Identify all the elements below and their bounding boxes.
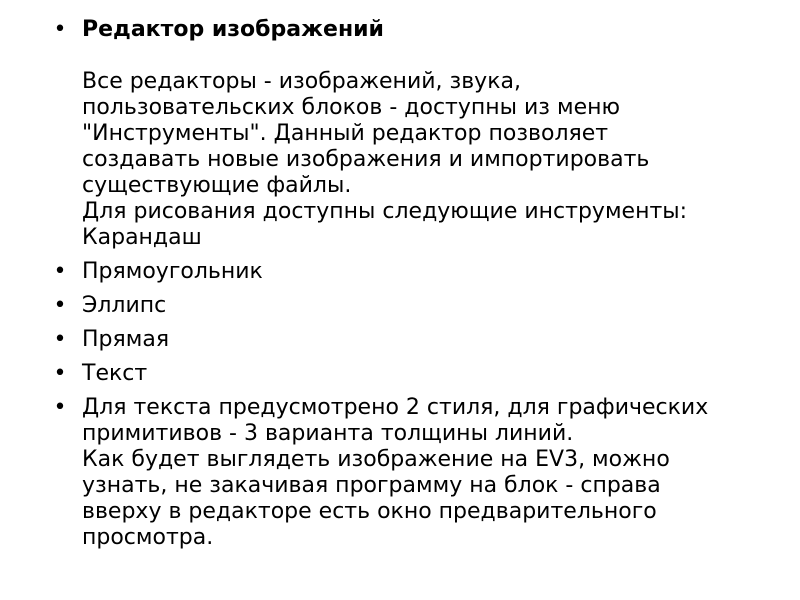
paragraph-line: примитивов - 3 варианта толщины линий. bbox=[82, 421, 574, 446]
paragraph-line: создавать новые изображения и импортировать bbox=[82, 147, 650, 172]
paragraph-line: существующие файлы. bbox=[82, 173, 352, 198]
paragraph-line: Как будет выглядеть изображение на EV3, можно bbox=[82, 447, 670, 472]
paragraph-line: Все редакторы - изображений, звука, bbox=[82, 69, 521, 94]
paragraph-line: Для текста предусмотрено 2 стиля, для графических bbox=[82, 395, 709, 420]
list-item bbox=[50, 17, 770, 251]
spacer bbox=[82, 43, 770, 69]
bullet-dot: • bbox=[53, 259, 67, 284]
item-text: Прямоугольник bbox=[82, 259, 263, 284]
paragraph-line: вверху в редакторе есть окно предварительного bbox=[82, 499, 657, 524]
paragraph-line: просмотра. bbox=[82, 525, 214, 550]
bullet-dot: • bbox=[53, 17, 67, 42]
paragraph-line: "Инструменты". Данный редактор позволяет bbox=[82, 121, 609, 146]
list-item bbox=[50, 327, 770, 353]
bullet-list bbox=[50, 17, 770, 559]
section-heading: Редактор изображений bbox=[82, 17, 384, 42]
paragraph-line: узнать, не закачивая программу на блок - справа bbox=[82, 473, 661, 498]
list-item bbox=[50, 293, 770, 319]
bullet-dot: • bbox=[53, 293, 67, 318]
item-text: Прямая bbox=[82, 327, 170, 352]
paragraph-line: пользовательских блоков - доступны из меню bbox=[82, 95, 621, 120]
bullet-dot: • bbox=[53, 361, 67, 386]
list-item bbox=[50, 395, 770, 551]
list-item bbox=[50, 259, 770, 285]
bullet-dot: • bbox=[53, 327, 67, 352]
paragraph-line: Для рисования доступны следующие инструменты: bbox=[82, 199, 688, 224]
item-text: Текст bbox=[82, 361, 148, 386]
paragraph-line: Карандаш bbox=[82, 225, 202, 250]
list-item bbox=[50, 361, 770, 387]
bullet-dot: • bbox=[53, 395, 67, 420]
item-text: Эллипс bbox=[82, 293, 167, 318]
